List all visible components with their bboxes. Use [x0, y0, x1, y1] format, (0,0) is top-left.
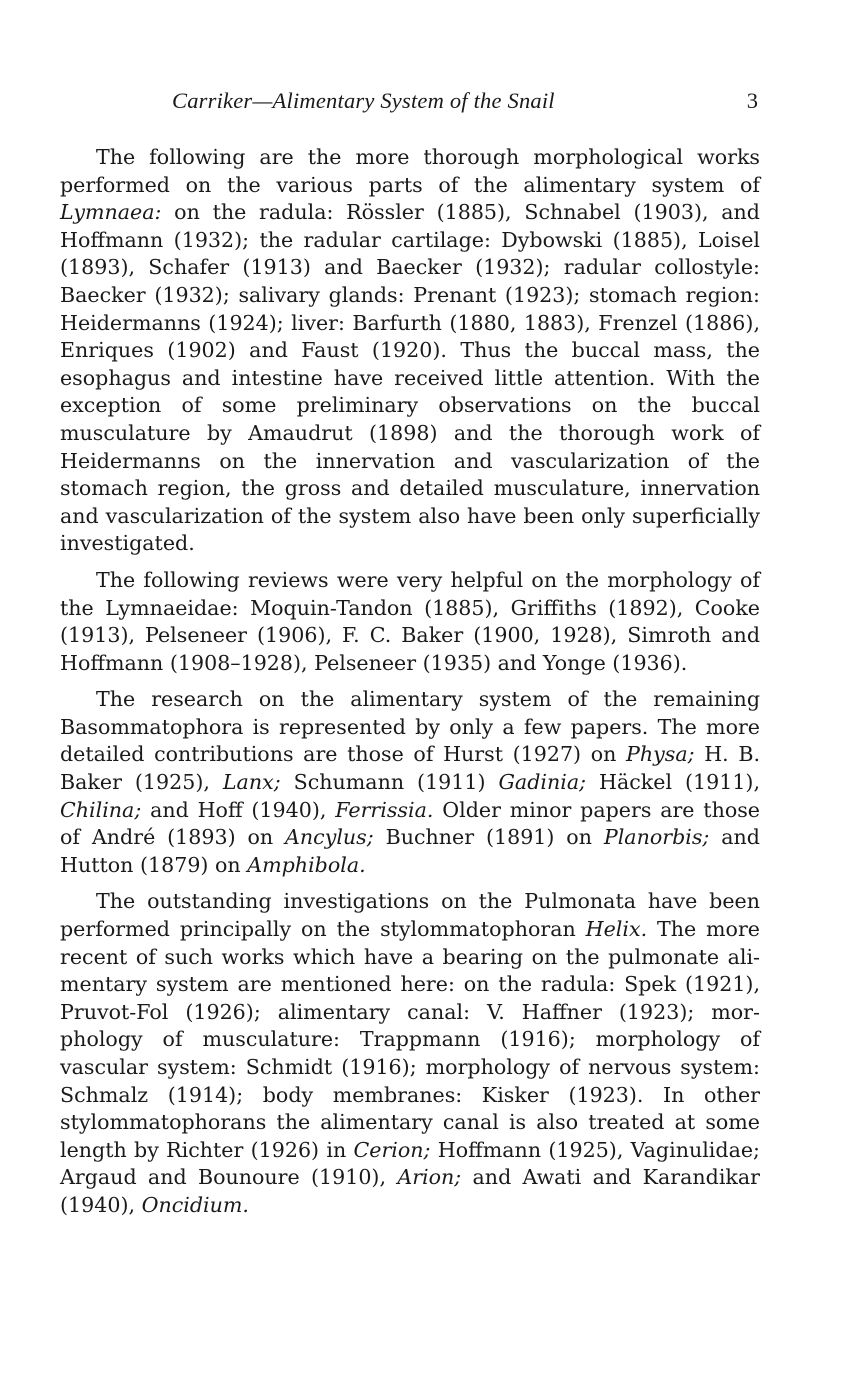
genus-name: Amphibola.: [247, 852, 366, 877]
paragraph-3: [60, 686, 760, 879]
text-run: and Hutton (1879) on: [60, 825, 760, 877]
genus-name: Ferrissia.: [335, 797, 434, 822]
genus-name: Helix.: [585, 917, 648, 942]
paragraph-2: [60, 567, 760, 677]
genus-name: Oncidium.: [141, 1192, 249, 1217]
genus-name: Chilina;: [60, 797, 142, 822]
paragraph-1: [60, 144, 760, 558]
body-text: [60, 144, 760, 1229]
text-run: The outstanding investigations on the Pulmonata have been performed principally on the stylommatophoran: [60, 889, 760, 942]
text-run: Buchner (1891) on: [373, 825, 604, 850]
running-head: [60, 88, 760, 122]
text-run: The research on the alimentary system of the remaining Basommatophora is represented by only a few papers. The more detailed contributions are those of Hurst (1927) on: [60, 687, 760, 767]
genus-name: Ancylus;: [285, 825, 374, 850]
genus-name: Cerion;: [353, 1137, 431, 1162]
text-run: and Hoff (1940),: [141, 797, 336, 822]
text-run: The more recent of such works which have a bearing on the pulmonate alimentary system are mentioned here: on the radula: Spek (1921), Pruvot-Fol (1926); alimentary canal: V. Haffner (1923); morphology of musculature: Trappmann (1916); morphology of vascular system: Schmidt (1916); morphology of nervous system: Schmalz (1914); body membranes: Kisker (1923). In other stylommatophorans the alimentary canal is also treated at some length by Richter (1926) in: [60, 917, 760, 1162]
text-run: The following reviews were very helpful on the morphology of the Lymnaeidae: Moquin-Tandon (1885), Griffiths (1892), Cooke (1913), Pelseneer (1906), F. C. Baker (1900, 1928), Simroth and Hoffmann (1908–1928), Pelseneer (1935) and Yonge (1936).: [60, 567, 760, 675]
text-run: on the radula: Rössler (1885), Schnabel (1903), and Hoffmann (1932); the radular cartilage: Dybowski (1885), Loisel (1893), Schafer (1913) and Baecker (1932); radular collostyle: Baecker (1932); salivary glands: Prenant (1923); stomach region: Heidermanns (1924); liver: Barfurth (1880, 1883), Frenzel (1886), Enriques (1902) and Faust (1920). Thus the buccal mass, the esophagus and intestine have received little attention. With the exception of some preliminary observations on the buccal musculature by Amaudrut (1898) and the thorough work of Heidermanns on the innervation and vascularization of the stomach region, the gross and detailed musculature, innervation and vascularization of the system also have been only superficially investigated.: [60, 200, 760, 556]
genus-name: Gadinia;: [498, 770, 587, 795]
text-run: Häckel (1911),: [586, 770, 761, 795]
text-run: Hoffmann (1925), Vaginulidae; Argaud and Bounoure (1910),: [60, 1137, 760, 1190]
text-run: H. B. Baker (1925),: [60, 742, 761, 795]
genus-name: Arion;: [397, 1165, 462, 1190]
genus-name: Lanx;: [222, 770, 281, 795]
text-run: Schumann (1911): [280, 770, 499, 795]
genus-name: Planorbis;: [603, 825, 710, 850]
genus-name: Lymnaea:: [60, 200, 162, 225]
page-number: 3: [746, 88, 758, 113]
running-title: Carriker—Alimentary System of the Snail: [172, 88, 555, 113]
text-run: Older minor papers are those of André (1893) on: [60, 797, 760, 850]
text-run: The following are the more thorough morphological works performed on the various parts of the alimentary system of: [60, 145, 760, 197]
paragraph-4: [60, 888, 760, 1219]
genus-name: Physa;: [626, 742, 695, 767]
text-run: and Awati and Karandikar (1940),: [60, 1165, 761, 1217]
